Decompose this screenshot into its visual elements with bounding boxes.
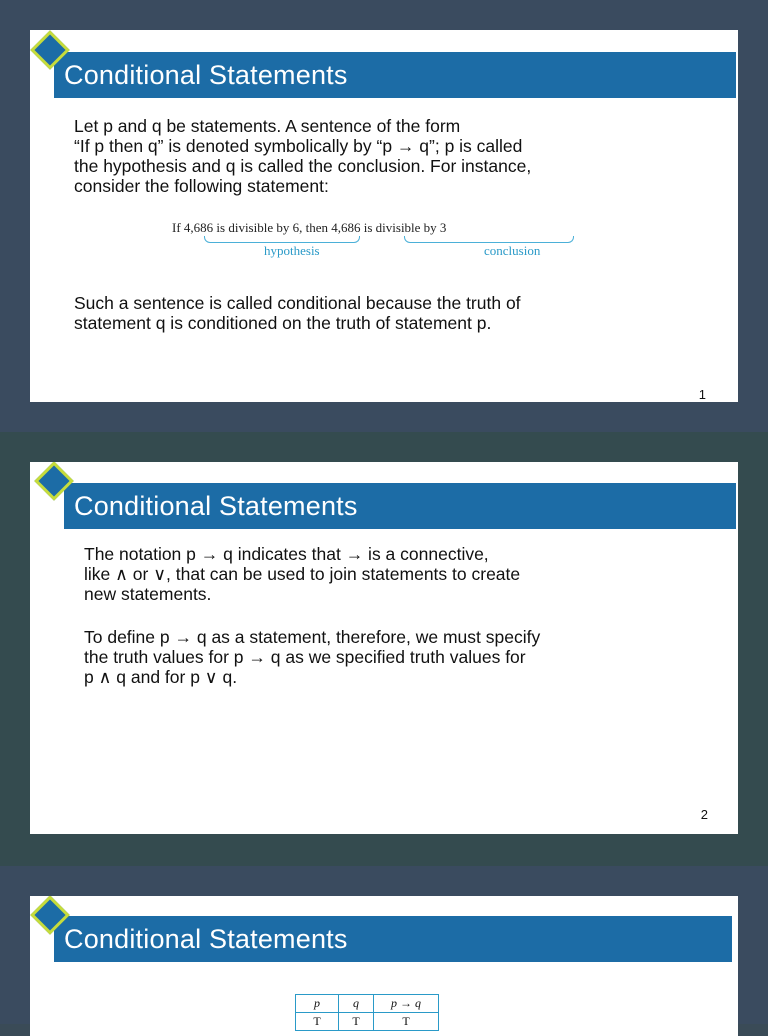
slide-title-bar <box>54 52 736 98</box>
conditional-paragraph <box>74 293 521 333</box>
slide-title-bar <box>64 483 736 529</box>
example-sentence: If 4,686 is divisible by 6, then 4,686 is divisible by 3 <box>172 220 447 235</box>
definition-paragraph <box>84 627 540 687</box>
table-cell: T <box>374 1013 439 1031</box>
text-line: To define p → q as a statement, therefore, we must specify <box>84 627 541 647</box>
text-line: “If p then q” is denoted symbolically by “p → q”; p is called <box>74 136 523 156</box>
text-line: Such a sentence is called conditional because the truth of <box>74 293 521 313</box>
slide-3 <box>30 896 738 1036</box>
slide-1 <box>30 30 738 402</box>
hypothesis-brace <box>204 236 360 243</box>
text-line: statement q is conditioned on the truth of statement p. <box>74 313 492 333</box>
slide-title-bar <box>54 916 732 962</box>
text-line: new statements. <box>84 584 212 604</box>
table-header-cell: p <box>296 995 339 1013</box>
hypothesis-label: hypothesis <box>264 243 320 258</box>
table-header-cell: q <box>339 995 374 1013</box>
intro-paragraph <box>74 116 531 196</box>
page-number: 1 <box>698 387 706 402</box>
example-statement <box>172 217 592 257</box>
text-line: the truth values for p → q as we specified truth values for <box>84 647 526 667</box>
table-header-row <box>296 995 439 1013</box>
text-line: like ∧ or ∨, that can be used to join statements to create <box>84 564 521 584</box>
table-cell: T <box>339 1013 374 1031</box>
slide-title: Conditional Statements <box>64 924 348 954</box>
text-line: Let p and q be statements. A sentence of the form <box>74 116 461 136</box>
slide-title: Conditional Statements <box>64 60 348 90</box>
truth-table <box>295 994 439 1031</box>
text-line: consider the following statement: <box>74 176 329 196</box>
notation-paragraph <box>84 544 520 604</box>
conclusion-brace <box>404 236 574 243</box>
page-number: 2 <box>700 807 708 822</box>
table-row <box>296 1013 439 1031</box>
text-line: p ∧ q and for p ∨ q. <box>84 667 238 687</box>
table-header-cell: p → q <box>374 995 439 1013</box>
conclusion-label: conclusion <box>484 243 541 258</box>
text-line: The notation p → q indicates that → is a connective, <box>84 544 489 564</box>
text-line: the hypothesis and q is called the conclusion. For instance, <box>74 156 532 176</box>
slide-2 <box>30 462 738 834</box>
slide-title: Conditional Statements <box>74 491 358 521</box>
table-cell: T <box>296 1013 339 1031</box>
